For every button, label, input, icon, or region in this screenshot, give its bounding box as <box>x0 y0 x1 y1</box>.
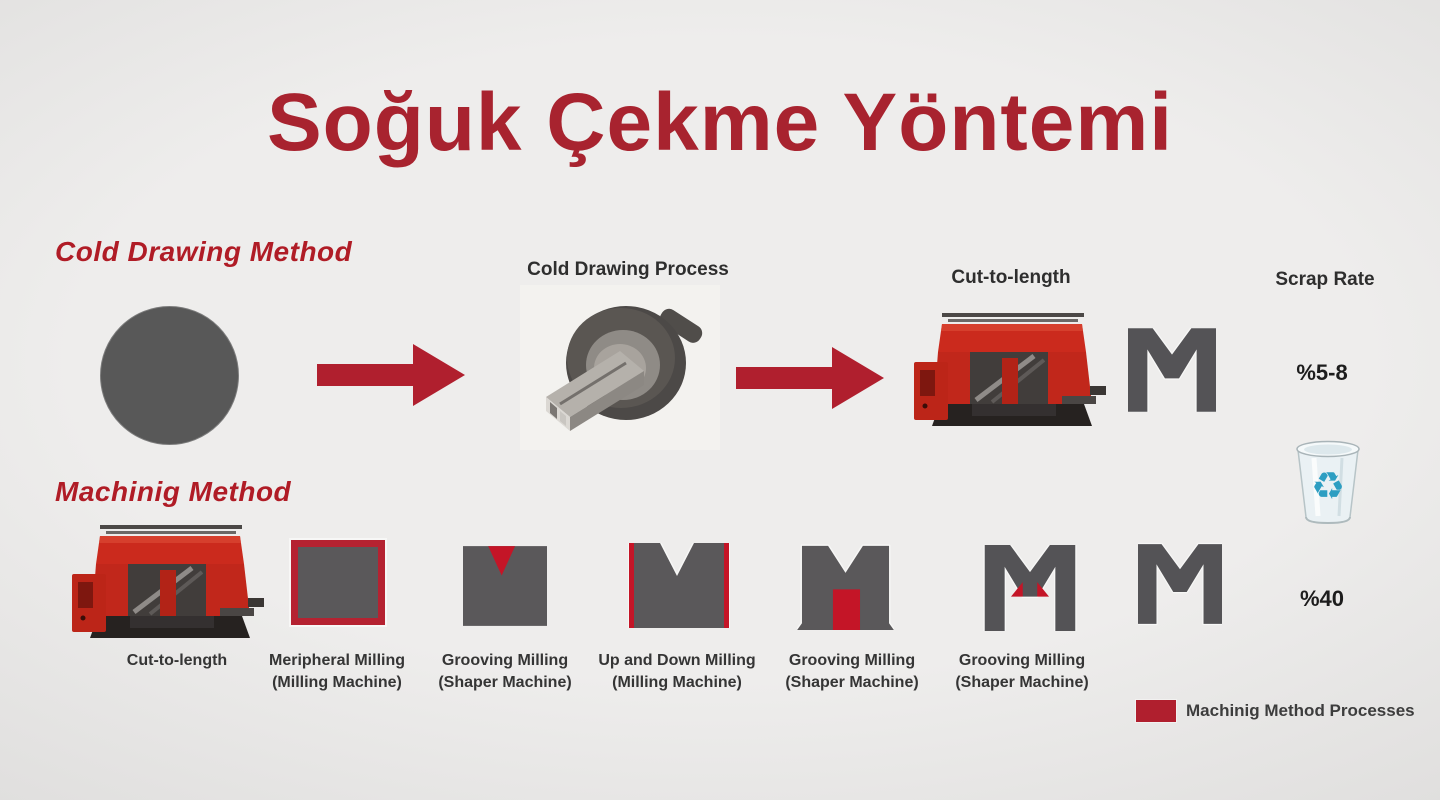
legend-color-swatch <box>1136 700 1176 722</box>
recycle-symbol-glyph: ♻ <box>1310 466 1346 508</box>
m-with-red-triangles-shape <box>983 545 1077 631</box>
drawing-die-image <box>520 285 720 450</box>
step-label-line2: (Shaper Machine) <box>785 673 919 691</box>
scrap-rate-cold-drawing: %5-8 <box>1296 360 1348 385</box>
scrap-rate-machining: %40 <box>1299 586 1345 611</box>
step-label-line2: (Milling Machine) <box>272 673 402 691</box>
step-label-line2: (Milling Machine) <box>612 673 742 691</box>
step-label-line1: Meripheral Milling <box>268 652 406 669</box>
step-label-line2: (Shaper Machine) <box>955 673 1089 691</box>
step-label-line1: Grooving Milling <box>441 652 569 669</box>
page-title: Soğuk Çekme Yöntemi <box>266 77 1174 168</box>
right-arrow-icon <box>736 340 886 416</box>
machining-method-label: Machinig Method <box>55 476 292 507</box>
cold-drawing-method-label: Cold Drawing Method <box>55 236 353 267</box>
recycle-bin-icon <box>1292 438 1364 526</box>
step-label-line1: Cut-to-length <box>126 652 228 669</box>
right-arrow-icon <box>317 337 467 413</box>
peripheral-milled-square-shape <box>291 540 385 625</box>
step-label-line1: Grooving Milling <box>788 652 916 669</box>
machining-step-label <box>438 650 571 693</box>
cut-to-length-label: Cut-to-length <box>951 267 1071 288</box>
machining-step-label <box>127 650 227 672</box>
block-with-red-bottom-groove-shape <box>797 541 894 630</box>
legend-label: Machinig Method Processes <box>1186 701 1415 720</box>
bandsaw-machine-image <box>912 300 1112 445</box>
machining-step-label <box>598 650 755 693</box>
scrap-rate-header: Scrap Rate <box>1275 269 1375 290</box>
step-label-line1: Up and Down Milling <box>598 652 756 669</box>
v-notched-square-shape <box>628 543 730 628</box>
groove-marked-square-shape <box>463 546 547 626</box>
step-label-line1: Grooving Milling <box>958 652 1086 669</box>
m-profile-shape <box>1128 328 1216 412</box>
step-label-line2: (Shaper Machine) <box>438 673 572 691</box>
machining-step-label <box>955 650 1088 693</box>
round-billet-shape <box>100 306 239 445</box>
machining-step-label <box>269 650 405 693</box>
bandsaw-machine-image <box>70 512 270 657</box>
machining-step-label <box>785 650 918 693</box>
cold-drawing-process-label: Cold Drawing Process <box>527 259 729 280</box>
m-profile-shape <box>1138 542 1222 626</box>
